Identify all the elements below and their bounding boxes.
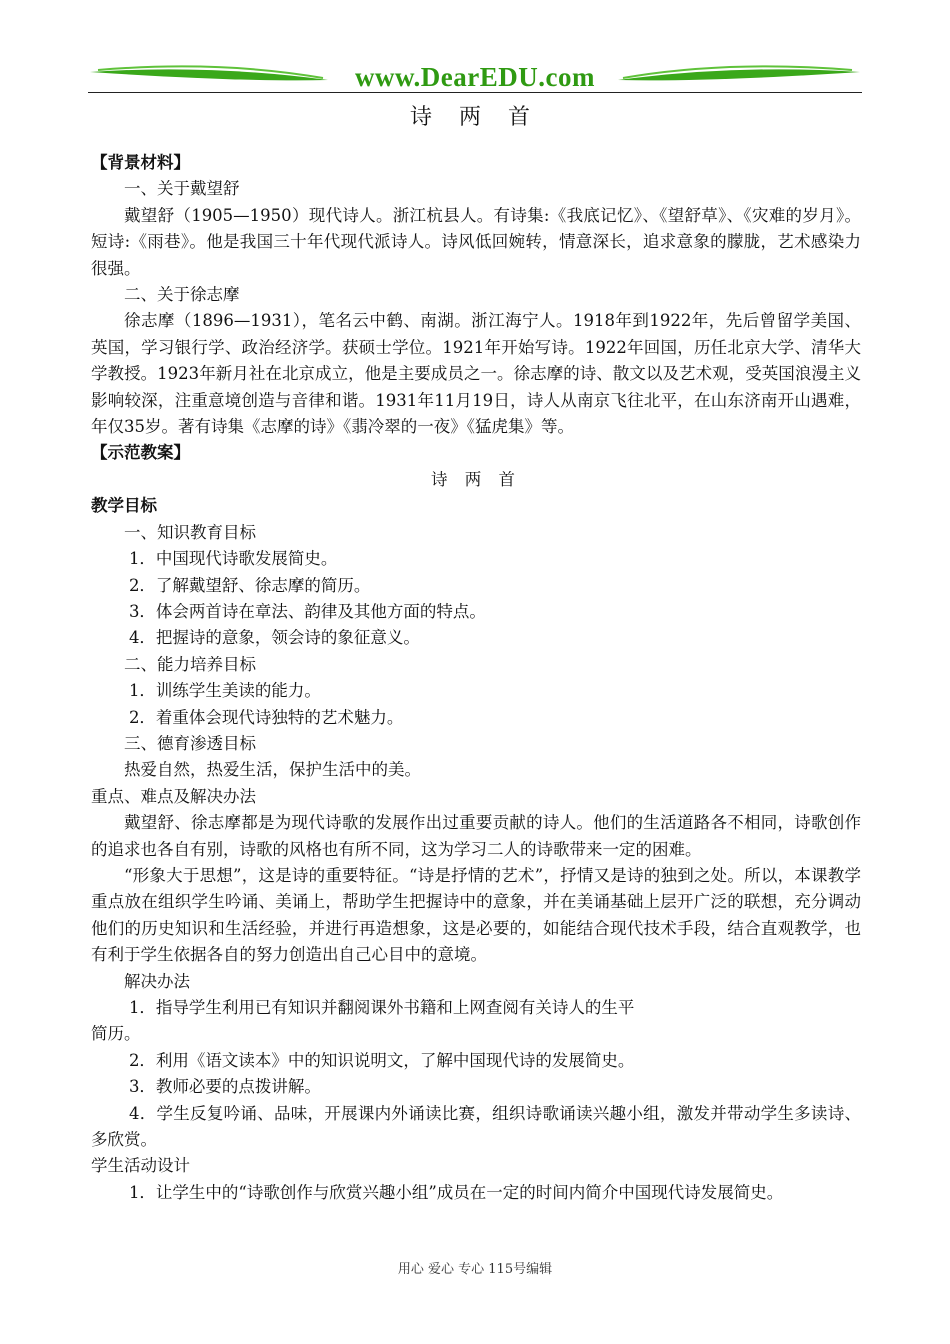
paragraph: 二、能力培养目标	[124, 654, 256, 674]
paragraph: 2．了解戴望舒、徐志摩的简历。	[128, 575, 371, 595]
paragraph: 二、关于徐志摩	[124, 285, 240, 305]
paragraph: 一、关于戴望舒	[124, 179, 240, 199]
paragraph: 戴望舒、徐志摩都是为现代诗歌的发展作出过重要贡献的诗人。他们的生活道路各不相同，诗歌创作的追求也各自有别，诗歌的风格也有所不同，这为学习二人的诗歌带来一定的困难。	[91, 813, 861, 859]
page-footer: 用心 爱心 专心 115号编辑	[397, 1262, 553, 1277]
paragraph: 3．体会两首诗在章法、韵律及其他方面的特点。	[128, 601, 486, 621]
document-body	[91, 150, 861, 1206]
paragraph: 教学目标	[91, 496, 157, 516]
document-title: 诗 两 首	[410, 105, 540, 130]
paragraph: 1．训练学生美读的能力。	[128, 681, 321, 701]
paragraph: 【示范教案】	[91, 443, 190, 463]
paragraph: 4．学生反复吟诵、品味，开展课内外诵读比赛，组织诗歌诵读兴趣小组，激发并带动学生多读诗、多欣赏。	[91, 1103, 861, 1150]
paragraph: 4．把握诗的意象，领会诗的象征意义。	[128, 628, 420, 648]
paragraph: 学生活动设计	[91, 1156, 190, 1176]
paragraph: 1．让学生中的“诗歌创作与欣赏兴趣小组”成员在一定的时间内简介中国现代诗发展简史。	[128, 1182, 784, 1202]
paragraph: 热爱自然，热爱生活，保护生活中的美。	[124, 760, 421, 780]
paragraph: 戴望舒（1905—1950）现代诗人。浙江杭县人。有诗集:《我底记忆》、《望舒草》、《灾难的岁月》。短诗:《雨巷》。他是我国三十年代现代派诗人。诗风低回婉转，情意深长，追求意象的朦胧，艺术感染力很强。	[91, 205, 861, 278]
paragraph: 1．中国现代诗歌发展简史。	[128, 549, 338, 569]
paragraph: 【背景材料】	[91, 153, 190, 172]
paragraph: 一、知识教育目标	[124, 522, 256, 542]
paragraph: 重点、难点及解决办法	[91, 786, 256, 806]
paragraph: 2．着重体会现代诗独特的艺术魅力。	[128, 707, 404, 727]
header-divider	[88, 92, 862, 93]
paragraph: 3．教师必要的点拨讲解。	[128, 1077, 321, 1097]
site-banner	[88, 58, 862, 96]
paragraph: 2．利用《语文读本》中的知识说明文，了解中国现代诗的发展简史。	[128, 1050, 635, 1070]
paragraph: 1．指导学生利用已有知识并翻阅课外书籍和上网查阅有关诗人的生平	[128, 998, 635, 1017]
paragraph: 三、德育渗透目标	[124, 733, 256, 753]
paragraph: 诗 两 首	[431, 469, 521, 489]
site-url-logo: www.DearEDU.com	[355, 62, 595, 92]
paragraph: 解决办法	[124, 971, 190, 991]
paragraph: 徐志摩（1896—1931），笔名云中鹤、南湖。浙江海宁人。1918年到1922年，先后曾留学美国、英国，学习银行学、政治经济学。获硕士学位。1921年开始写诗。1922年回国，历任北京大学、清华大学教授。1923年新月社在北京成立，他是主要成员之一。徐志摩的诗、散文以及艺术观，受英国浪漫主义影响较深，注重意境创造与音律和谐。1931年11月19日，诗人从南京飞往北平，在山东济南开山遇难，年仅35岁。著有诗集《志摩的诗》《翡冷翠的一夜》《猛虎集》等。	[91, 311, 861, 437]
paragraph: “形象大于思想”，这是诗的重要特征。“诗是抒情的艺术”，抒情又是诗的独到之处。所以，本课教学重点放在组织学生吟诵、美诵上，帮助学生把握诗中的意象，并在美诵基础上层开广泛的联想，充分调动他们的历史知识和生活经验，并进行再造想象，这是必要的，如能结合现代技术手段，结合直观教学，也有利于学生依据各自的努力创造出自己心目中的意境。	[91, 865, 861, 965]
paragraph: 简历。	[91, 1024, 141, 1044]
